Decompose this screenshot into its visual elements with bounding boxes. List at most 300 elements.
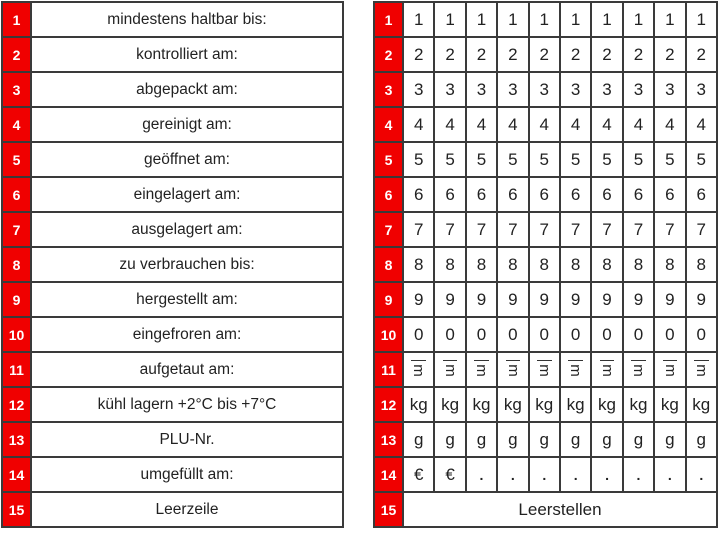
cell-text: 8 [413, 254, 424, 274]
row-number-badge: 3 [374, 72, 403, 107]
row-number-badge: 15 [2, 492, 31, 527]
label-row [2, 72, 343, 107]
cell-text: 5 [602, 149, 612, 169]
cell-text: € [445, 464, 455, 484]
grid-cell [686, 177, 717, 212]
grid-cell [403, 387, 434, 422]
cell-text: 1 [696, 9, 706, 29]
cell-text: 2 [633, 44, 644, 64]
row-number-badge: 7 [374, 212, 403, 247]
cell-text: 1 [570, 9, 581, 29]
row-number-badge: 8 [2, 247, 31, 282]
label-row [2, 282, 343, 317]
rotated-m-glyph [567, 363, 585, 378]
grid-cell [497, 422, 528, 457]
cell-text: 8 [508, 254, 518, 274]
grid-cell [434, 212, 465, 247]
grid-cell [560, 247, 591, 282]
cell-text: 8 [445, 254, 455, 274]
grid-cell [466, 247, 497, 282]
label-row [2, 2, 343, 37]
cell-text: 3 [696, 79, 706, 99]
grid-cell [686, 37, 717, 72]
cell-text: 2 [413, 44, 424, 64]
grid-cell [591, 282, 622, 317]
grid-cell [529, 107, 560, 142]
grid-cell [434, 282, 465, 317]
cell-text: 9 [696, 289, 706, 309]
cell-text: 8 [570, 254, 581, 274]
cell-text: 7 [665, 219, 675, 239]
grid-cell [466, 212, 497, 247]
cell-text: 1 [602, 9, 612, 29]
cell-text: 4 [539, 114, 549, 134]
grid-cell [434, 72, 465, 107]
grid-cell [529, 2, 560, 37]
grid-cell [434, 177, 465, 212]
grid-cell [497, 247, 528, 282]
cell-text: 3 [602, 79, 612, 99]
grid-cell [403, 352, 434, 387]
row-number-badge: 2 [374, 37, 403, 72]
grid-cell [529, 37, 560, 72]
overline-bar [474, 360, 489, 361]
row-number-badge: 3 [2, 72, 31, 107]
grid-cell [403, 72, 434, 107]
cell-text: 3 [413, 79, 424, 99]
cell-text: 4 [570, 114, 581, 134]
label-list-table [1, 1, 344, 528]
cell-text: 4 [413, 114, 424, 134]
grid-cell [466, 107, 497, 142]
cell-text: 5 [633, 149, 644, 169]
label-row [2, 37, 343, 72]
row-label: zu verbrauchen bis: [31, 247, 343, 282]
grid-cell [434, 2, 465, 37]
row-number-badge: 12 [2, 387, 31, 422]
grid-cell [686, 247, 717, 282]
row-number-badge: 4 [374, 107, 403, 142]
cell-text: kg [409, 394, 428, 414]
grid-cell [591, 457, 622, 492]
cell-text: 3 [633, 79, 644, 99]
grid-cell [623, 212, 654, 247]
cell-text: 7 [445, 219, 455, 239]
grid-cell [560, 422, 591, 457]
grid-cell [623, 352, 654, 387]
row-number-badge: 2 [2, 37, 31, 72]
cell-text: 0 [413, 324, 424, 344]
row-label: kontrolliert am: [31, 37, 343, 72]
grid-cell [434, 317, 465, 352]
grid-cell [686, 422, 717, 457]
cell-text: g [413, 429, 424, 449]
cell-text: 8 [633, 254, 644, 274]
glyph-text: m [598, 363, 616, 377]
grid-cell [466, 2, 497, 37]
rotated-m-glyph [441, 363, 459, 378]
cell-text: 5 [445, 149, 455, 169]
cell-text: g [445, 429, 455, 449]
grid-cell [591, 107, 622, 142]
label-row [2, 317, 343, 352]
grid-cell [466, 457, 497, 492]
row-number-badge: 1 [374, 2, 403, 37]
glyph-text: m [410, 363, 428, 377]
label-row [2, 422, 343, 457]
cell-text: 6 [665, 184, 675, 204]
cell-text: 7 [602, 219, 612, 239]
overline-bar [663, 360, 678, 361]
cell-text: 6 [570, 184, 581, 204]
grid-cell [623, 72, 654, 107]
cell-text: 5 [476, 149, 487, 169]
row-number-badge: 14 [374, 457, 403, 492]
grid-cell [403, 107, 434, 142]
cell-text: . [510, 466, 515, 483]
cell-text: 2 [665, 44, 675, 64]
cell-text: 4 [696, 114, 706, 134]
cell-text: 4 [508, 114, 518, 134]
row-label: kühl lagern +2°C bis +7°C [31, 387, 343, 422]
grid-cell [434, 37, 465, 72]
row-number-badge: 7 [2, 212, 31, 247]
grid-cell [466, 317, 497, 352]
row-label: Leerzeile [31, 492, 343, 527]
cell-text: . [542, 466, 547, 483]
grid-cell [497, 2, 528, 37]
glyph-text: m [472, 363, 490, 377]
row-number-badge: 10 [2, 317, 31, 352]
cell-text: 4 [633, 114, 644, 134]
cell-text: 3 [570, 79, 581, 99]
cell-text: 0 [633, 324, 644, 344]
cell-text: 7 [476, 219, 487, 239]
cell-text: 1 [539, 9, 549, 29]
cell-text: kg [535, 394, 554, 414]
row-number-badge: 6 [2, 177, 31, 212]
grid-cell [654, 2, 685, 37]
cell-text: 5 [413, 149, 424, 169]
grid-cell [654, 282, 685, 317]
cell-text: 9 [665, 289, 675, 309]
grid-cell [466, 142, 497, 177]
cell-text: kg [660, 394, 679, 414]
cell-text: 7 [413, 219, 424, 239]
grid-cell [466, 72, 497, 107]
row-number-badge: 4 [2, 107, 31, 142]
grid-cell [623, 422, 654, 457]
cell-text: 0 [570, 324, 581, 344]
cell-text: . [573, 466, 578, 483]
grid-row [374, 212, 717, 247]
cell-text: 1 [508, 9, 518, 29]
overline-bar [600, 360, 615, 361]
grid-cell [529, 142, 560, 177]
grid-cell [529, 352, 560, 387]
grid-cell [434, 387, 465, 422]
cell-text: 8 [539, 254, 549, 274]
cell-text: 0 [445, 324, 455, 344]
cell-text: 2 [476, 44, 487, 64]
grid-cell [434, 107, 465, 142]
grid-cell [403, 177, 434, 212]
grid-cell [497, 212, 528, 247]
grid-cell [497, 72, 528, 107]
overline-bar [631, 360, 646, 361]
row-number-badge: 5 [374, 142, 403, 177]
grid-cell [623, 282, 654, 317]
grid-cell [560, 282, 591, 317]
grid-cell [591, 352, 622, 387]
row-label: mindestens haltbar bis: [31, 2, 343, 37]
row-number-badge: 10 [374, 317, 403, 352]
grid-row [374, 177, 717, 212]
cell-text: 6 [476, 184, 487, 204]
cell-text: 6 [508, 184, 518, 204]
grid-cell [403, 142, 434, 177]
cell-text: 5 [696, 149, 706, 169]
grid-cell [686, 317, 717, 352]
row-number-badge: 9 [374, 282, 403, 317]
cell-text: 0 [665, 324, 675, 344]
label-row [2, 177, 343, 212]
grid-cell [686, 107, 717, 142]
grid-row [374, 72, 717, 107]
cell-text: 4 [602, 114, 612, 134]
grid-cell [623, 457, 654, 492]
cell-text: 3 [445, 79, 455, 99]
label-row [2, 107, 343, 142]
character-grid-table [373, 1, 718, 528]
grid-cell [623, 387, 654, 422]
label-row [2, 492, 343, 527]
cell-text: 4 [665, 114, 675, 134]
overline-bar [568, 360, 583, 361]
cell-text: 7 [633, 219, 644, 239]
row-label: aufgetaut am: [31, 352, 343, 387]
label-row [2, 247, 343, 282]
cell-text: 6 [539, 184, 549, 204]
row-label: PLU-Nr. [31, 422, 343, 457]
glyph-text: m [629, 363, 647, 377]
cell-text: g [476, 429, 487, 449]
cell-text: 7 [508, 219, 518, 239]
grid-row [374, 2, 717, 37]
row-number-badge: 5 [2, 142, 31, 177]
cell-text: 9 [570, 289, 581, 309]
cell-text: 1 [445, 9, 455, 29]
grid-cell [560, 212, 591, 247]
grid-cell [529, 247, 560, 282]
grid-cell [591, 317, 622, 352]
grid-cell [686, 142, 717, 177]
label-row [2, 352, 343, 387]
cell-text: kg [503, 394, 522, 414]
grid-cell [591, 37, 622, 72]
grid-row [374, 282, 717, 317]
grid-cell [623, 247, 654, 282]
grid-cell [466, 387, 497, 422]
row-number-badge: 15 [374, 492, 403, 527]
grid-row [374, 107, 717, 142]
cell-text: . [479, 466, 484, 483]
grid-cell [497, 387, 528, 422]
grid-cell [434, 352, 465, 387]
cell-text: 0 [508, 324, 518, 344]
grid-cell [591, 177, 622, 212]
overline-bar [506, 360, 521, 361]
cell-text: € [413, 464, 424, 484]
grid-row [374, 37, 717, 72]
grid-cell [654, 457, 685, 492]
grid-cell [466, 352, 497, 387]
cell-text: . [667, 466, 672, 483]
grid-cell [686, 282, 717, 317]
cell-text: g [570, 429, 581, 449]
label-row [2, 212, 343, 247]
row-number-badge: 12 [374, 387, 403, 422]
row-label: ausgelagert am: [31, 212, 343, 247]
grid-cell [434, 142, 465, 177]
cell-text: g [539, 429, 549, 449]
cell-text: g [696, 429, 706, 449]
cell-text: kg [598, 394, 617, 414]
cell-text: 1 [413, 9, 424, 29]
cell-text: 3 [539, 79, 549, 99]
cell-text: 4 [476, 114, 487, 134]
grid-cell [529, 422, 560, 457]
label-row [2, 387, 343, 422]
cell-text: . [636, 466, 641, 483]
cell-text: 6 [445, 184, 455, 204]
grid-cell [654, 107, 685, 142]
row-label: gereinigt am: [31, 107, 343, 142]
cell-text: 9 [413, 289, 424, 309]
grid-cell [560, 72, 591, 107]
cell-text: g [508, 429, 518, 449]
grid-cell [623, 317, 654, 352]
grid-cell [403, 457, 434, 492]
cell-text: g [602, 429, 612, 449]
grid-cell [529, 212, 560, 247]
grid-cell [466, 422, 497, 457]
cell-text: 8 [696, 254, 706, 274]
grid-cell [497, 142, 528, 177]
cell-text: 9 [602, 289, 612, 309]
rotated-m-glyph [504, 363, 522, 378]
row-number-badge: 1 [2, 2, 31, 37]
grid-cell [591, 2, 622, 37]
grid-cell [529, 457, 560, 492]
overline-bar [411, 360, 426, 361]
cell-text: 5 [665, 149, 675, 169]
cell-text: 3 [476, 79, 487, 99]
grid-cell [403, 282, 434, 317]
grid-cell [654, 317, 685, 352]
row-label: geöffnet am: [31, 142, 343, 177]
grid-row [374, 142, 717, 177]
cell-text: 3 [508, 79, 518, 99]
grid-cell [529, 387, 560, 422]
grid-cell [654, 422, 685, 457]
grid-cell [686, 72, 717, 107]
row-number-badge: 13 [2, 422, 31, 457]
cell-text: 8 [476, 254, 487, 274]
grid-cell [560, 387, 591, 422]
row-number-badge: 8 [374, 247, 403, 282]
grid-cell [434, 247, 465, 282]
cell-text: kg [629, 394, 648, 414]
grid-cell [654, 352, 685, 387]
row-number-badge: 6 [374, 177, 403, 212]
cell-text: 5 [508, 149, 518, 169]
grid-row [374, 352, 717, 387]
grid-cell [654, 387, 685, 422]
grid-cell [497, 107, 528, 142]
grid-cell [560, 457, 591, 492]
grid-cell [591, 142, 622, 177]
cell-text: 4 [445, 114, 455, 134]
grid-cell [623, 107, 654, 142]
cell-text: 9 [508, 289, 518, 309]
glyph-text: m [504, 363, 522, 377]
overline-bar [443, 360, 458, 361]
row-number-badge: 11 [374, 352, 403, 387]
grid-cell [654, 142, 685, 177]
grid-cell [497, 177, 528, 212]
grid-cell [403, 317, 434, 352]
grid-row [374, 457, 717, 492]
row-label: eingelagert am: [31, 177, 343, 212]
grid-cell [623, 142, 654, 177]
grid-cell [466, 37, 497, 72]
grid-cell [686, 457, 717, 492]
cell-text: 8 [665, 254, 675, 274]
grid-cell [529, 282, 560, 317]
cell-text: kg [472, 394, 491, 414]
cell-text: 2 [508, 44, 518, 64]
grid-cell [403, 422, 434, 457]
cell-text: 2 [696, 44, 706, 64]
grid-cell [497, 352, 528, 387]
cell-text: 9 [633, 289, 644, 309]
cell-text: 0 [696, 324, 706, 344]
grid-cell [654, 212, 685, 247]
cell-text: 5 [570, 149, 581, 169]
grid-cell [466, 177, 497, 212]
cell-text: . [699, 466, 704, 483]
merged-cell: Leerstellen [403, 492, 717, 527]
label-row [2, 142, 343, 177]
glyph-text: m [441, 363, 459, 377]
grid-cell [686, 2, 717, 37]
cell-text: 2 [445, 44, 455, 64]
grid-cell [403, 2, 434, 37]
cell-text: 7 [570, 219, 581, 239]
grid-cell [623, 177, 654, 212]
grid-cell [497, 317, 528, 352]
cell-text: kg [441, 394, 460, 414]
grid-cell [560, 177, 591, 212]
cell-text: kg [566, 394, 585, 414]
cell-text: kg [692, 394, 711, 414]
cell-text: 6 [413, 184, 424, 204]
cell-text: 1 [633, 9, 644, 29]
grid-cell [591, 422, 622, 457]
grid-cell [560, 317, 591, 352]
cell-text: 7 [696, 219, 706, 239]
